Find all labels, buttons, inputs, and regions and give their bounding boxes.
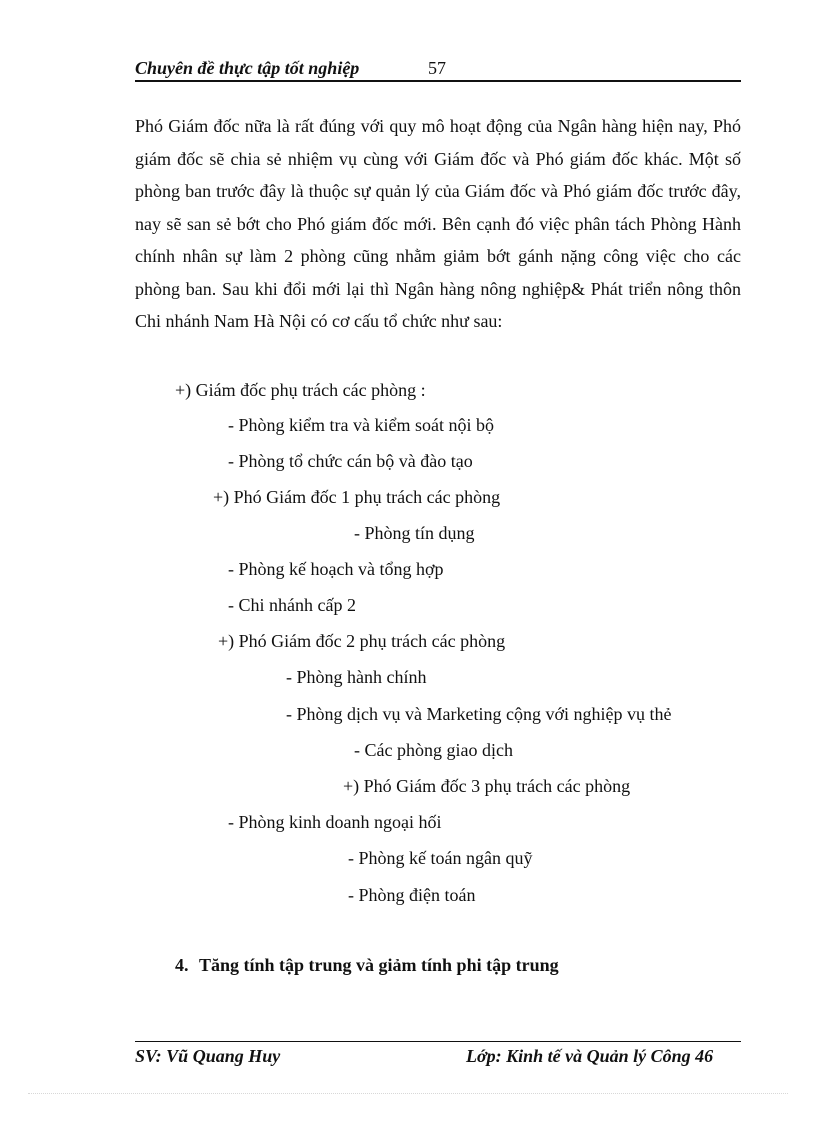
structure-line: - Phòng hành chính (286, 667, 427, 687)
structure-line: - Phòng kế toán ngân quỹ (348, 848, 533, 868)
body-paragraph: Phó Giám đốc nữa là rất đúng với quy mô hoạt động của Ngân hàng hiện nay, Phó giám đốc sẽ chia sẻ nhiệm vụ cùng với Giám đốc và Phó giám đốc khác. Một số phòng ban trước đây là thuộc sự quản lý của Giám đốc và Phó giám đốc trước đây, nay sẽ san sẻ bớt cho Phó giám đốc mới. Bên cạnh đó việc phân tách Phòng Hành chính nhân sự làm 2 phòng cũng nhằm giảm bớt gánh nặng công việc cho các phòng ban. Sau khi đổi mới lại thì Ngân hàng nông nghiệp& Phát triển nông thôn Chi nhánh Nam Hà Nội có cơ cấu tổ chức như sau: (135, 116, 741, 331)
footer-divider (135, 1041, 741, 1042)
structure-line: - Phòng tín dụng (354, 523, 475, 543)
structure-line: - Phòng kế hoạch và tổng hợp (228, 559, 444, 579)
structure-line: - Phòng dịch vụ và Marketing cộng với nghiệp vụ thẻ (286, 704, 672, 724)
structure-line: - Chi nhánh cấp 2 (228, 595, 356, 615)
structure-line: - Phòng kiểm tra và kiểm soát nội bộ (228, 415, 494, 435)
structure-line: - Các phòng giao dịch (354, 740, 513, 760)
page-number: 57 (428, 58, 446, 78)
section-title: Tăng tính tập trung và giảm tính phi tập trung (199, 955, 559, 975)
structure-line-deputy-3: +) Phó Giám đốc 3 phụ trách các phòng (343, 776, 631, 796)
structure-line-deputy-2: +) Phó Giám đốc 2 phụ trách các phòng (218, 631, 506, 651)
structure-line: - Phòng tổ chức cán bộ và đào tạo (228, 451, 473, 471)
footer-student: SV: Vũ Quang Huy (135, 1046, 281, 1066)
structure-line: - Phòng điện toán (348, 885, 476, 905)
section-number: 4. (175, 955, 189, 975)
page-edge (28, 1093, 788, 1094)
footer-class: Lớp: Kinh tế và Quản lý Công 46 (466, 1046, 714, 1066)
section-heading (175, 955, 559, 976)
header-title: Chuyên đề thực tập tốt nghiệp (135, 58, 360, 78)
structure-line: - Phòng kinh doanh ngoại hối (228, 812, 442, 832)
structure-line-director: +) Giám đốc phụ trách các phòng : (175, 380, 426, 400)
structure-line-deputy-1: +) Phó Giám đốc 1 phụ trách các phòng (213, 487, 501, 507)
page-header (135, 58, 741, 82)
